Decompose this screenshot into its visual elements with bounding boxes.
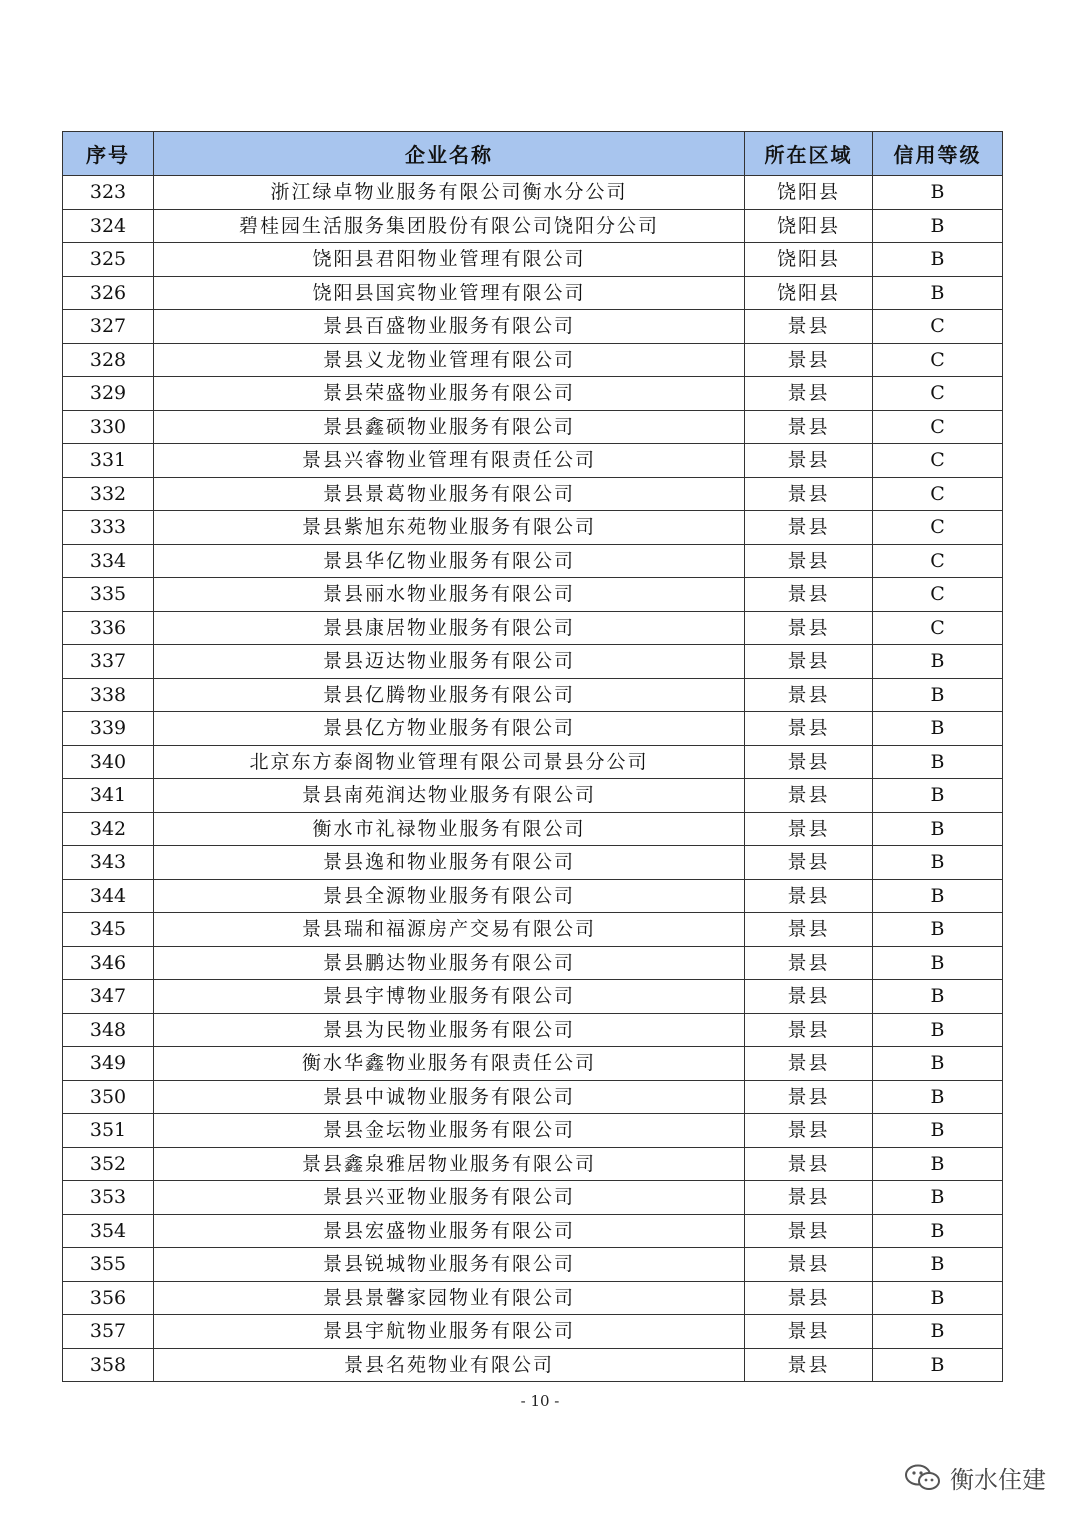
cell-credit-grade: B — [873, 645, 1003, 679]
cell-credit-grade: C — [873, 377, 1003, 411]
cell-index: 334 — [63, 544, 154, 578]
cell-company-name: 景县亿腾物业服务有限公司 — [154, 678, 745, 712]
cell-credit-grade: B — [873, 779, 1003, 813]
cell-index: 351 — [63, 1114, 154, 1148]
cell-index: 326 — [63, 276, 154, 310]
cell-credit-grade: B — [873, 946, 1003, 980]
cell-index: 352 — [63, 1147, 154, 1181]
cell-company-name: 景县鑫硕物业服务有限公司 — [154, 410, 745, 444]
table-row — [63, 578, 1003, 612]
cell-credit-grade: B — [873, 980, 1003, 1014]
cell-company-name: 景县中诚物业服务有限公司 — [154, 1080, 745, 1114]
cell-region: 景县 — [745, 1214, 873, 1248]
cell-credit-grade: B — [873, 1013, 1003, 1047]
cell-company-name: 景县丽水物业服务有限公司 — [154, 578, 745, 612]
table-row — [63, 913, 1003, 947]
cell-index: 336 — [63, 611, 154, 645]
cell-index: 345 — [63, 913, 154, 947]
table-row — [63, 176, 1003, 210]
cell-region: 景县 — [745, 745, 873, 779]
table-row — [63, 645, 1003, 679]
cell-credit-grade: B — [873, 1348, 1003, 1382]
cell-company-name: 景县全源物业服务有限公司 — [154, 879, 745, 913]
cell-company-name: 景县迈达物业服务有限公司 — [154, 645, 745, 679]
cell-index: 349 — [63, 1047, 154, 1081]
cell-company-name: 景县兴睿物业管理有限责任公司 — [154, 444, 745, 478]
cell-index: 335 — [63, 578, 154, 612]
cell-company-name: 景县逸和物业服务有限公司 — [154, 846, 745, 880]
cell-credit-grade: C — [873, 511, 1003, 545]
cell-credit-grade: B — [873, 243, 1003, 277]
cell-region: 景县 — [745, 1181, 873, 1215]
cell-credit-grade: B — [873, 276, 1003, 310]
cell-region: 景县 — [745, 444, 873, 478]
cell-region: 景县 — [745, 946, 873, 980]
cell-region: 景县 — [745, 544, 873, 578]
cell-region: 景县 — [745, 1348, 873, 1382]
table-row — [63, 980, 1003, 1014]
cell-credit-grade: B — [873, 1181, 1003, 1215]
cell-index: 325 — [63, 243, 154, 277]
cell-region: 景县 — [745, 477, 873, 511]
cell-credit-grade: B — [873, 913, 1003, 947]
cell-credit-grade: C — [873, 578, 1003, 612]
cell-index: 342 — [63, 812, 154, 846]
cell-credit-grade: B — [873, 1214, 1003, 1248]
cell-index: 356 — [63, 1281, 154, 1315]
table-row — [63, 410, 1003, 444]
table-row — [63, 377, 1003, 411]
page-number: - 10 - — [520, 1392, 560, 1410]
cell-company-name: 景县康居物业服务有限公司 — [154, 611, 745, 645]
cell-company-name: 景县百盛物业服务有限公司 — [154, 310, 745, 344]
header-credit-grade: 信用等级 — [873, 132, 1003, 176]
table-row — [63, 243, 1003, 277]
cell-company-name: 饶阳县君阳物业管理有限公司 — [154, 243, 745, 277]
cell-credit-grade: C — [873, 343, 1003, 377]
watermark-text: 衡水住建 — [950, 1466, 1046, 1494]
table-body — [63, 176, 1003, 1382]
header-company-name: 企业名称 — [154, 132, 745, 176]
cell-region: 景县 — [745, 678, 873, 712]
cell-credit-grade: B — [873, 1281, 1003, 1315]
cell-index: 358 — [63, 1348, 154, 1382]
cell-index: 338 — [63, 678, 154, 712]
cell-index: 346 — [63, 946, 154, 980]
cell-index: 350 — [63, 1080, 154, 1114]
cell-company-name: 景县名苑物业有限公司 — [154, 1348, 745, 1382]
table-row — [63, 343, 1003, 377]
table-row — [63, 1013, 1003, 1047]
cell-region: 景县 — [745, 913, 873, 947]
cell-company-name: 碧桂园生活服务集团股份有限公司饶阳分公司 — [154, 209, 745, 243]
cell-region: 景县 — [745, 377, 873, 411]
cell-region: 景县 — [745, 1315, 873, 1349]
cell-credit-grade: B — [873, 176, 1003, 210]
cell-credit-grade: B — [873, 1147, 1003, 1181]
cell-index: 344 — [63, 879, 154, 913]
cell-index: 354 — [63, 1214, 154, 1248]
table-row — [63, 812, 1003, 846]
header-region: 所在区域 — [745, 132, 873, 176]
table-row — [63, 1315, 1003, 1349]
cell-index: 324 — [63, 209, 154, 243]
cell-index: 348 — [63, 1013, 154, 1047]
table-row — [63, 1348, 1003, 1382]
cell-region: 景县 — [745, 310, 873, 344]
table-row — [63, 1047, 1003, 1081]
cell-credit-grade: B — [873, 1315, 1003, 1349]
cell-credit-grade: B — [873, 678, 1003, 712]
table-row — [63, 946, 1003, 980]
cell-company-name: 景县兴亚物业服务有限公司 — [154, 1181, 745, 1215]
cell-index: 343 — [63, 846, 154, 880]
cell-region: 景县 — [745, 980, 873, 1014]
cell-company-name: 衡水市礼禄物业服务有限公司 — [154, 812, 745, 846]
cell-company-name: 景县锐城物业服务有限公司 — [154, 1248, 745, 1282]
cell-index: 347 — [63, 980, 154, 1014]
cell-company-name: 景县为民物业服务有限公司 — [154, 1013, 745, 1047]
cell-credit-grade: B — [873, 1047, 1003, 1081]
cell-region: 景县 — [745, 611, 873, 645]
cell-company-name: 饶阳县国宾物业管理有限公司 — [154, 276, 745, 310]
cell-company-name: 景县景馨家园物业有限公司 — [154, 1281, 745, 1315]
cell-region: 景县 — [745, 645, 873, 679]
cell-index: 329 — [63, 377, 154, 411]
cell-credit-grade: B — [873, 209, 1003, 243]
cell-company-name: 景县鹏达物业服务有限公司 — [154, 946, 745, 980]
table-row — [63, 1214, 1003, 1248]
table-row — [63, 477, 1003, 511]
cell-company-name: 景县宇航物业服务有限公司 — [154, 1315, 745, 1349]
cell-company-name: 北京东方泰阁物业管理有限公司景县分公司 — [154, 745, 745, 779]
cell-company-name: 浙江绿卓物业服务有限公司衡水分公司 — [154, 176, 745, 210]
cell-index: 323 — [63, 176, 154, 210]
cell-company-name: 景县义龙物业管理有限公司 — [154, 343, 745, 377]
cell-region: 饶阳县 — [745, 243, 873, 277]
table-row — [63, 276, 1003, 310]
cell-credit-grade: C — [873, 310, 1003, 344]
cell-region: 景县 — [745, 879, 873, 913]
cell-index: 331 — [63, 444, 154, 478]
watermark — [904, 1460, 1046, 1495]
cell-credit-grade: C — [873, 477, 1003, 511]
cell-credit-grade: B — [873, 1114, 1003, 1148]
table-row — [63, 745, 1003, 779]
cell-index: 332 — [63, 477, 154, 511]
table-row — [63, 846, 1003, 880]
cell-company-name: 景县荣盛物业服务有限公司 — [154, 377, 745, 411]
cell-company-name: 景县亿方物业服务有限公司 — [154, 712, 745, 746]
cell-company-name: 景县紫旭东苑物业服务有限公司 — [154, 511, 745, 545]
cell-company-name: 景县瑞和福源房产交易有限公司 — [154, 913, 745, 947]
cell-index: 340 — [63, 745, 154, 779]
table-header-row — [63, 132, 1003, 176]
cell-credit-grade: B — [873, 846, 1003, 880]
cell-company-name: 景县鑫泉雅居物业服务有限公司 — [154, 1147, 745, 1181]
cell-index: 330 — [63, 410, 154, 444]
cell-index: 353 — [63, 1181, 154, 1215]
table-row — [63, 712, 1003, 746]
cell-region: 景县 — [745, 812, 873, 846]
cell-index: 341 — [63, 779, 154, 813]
cell-index: 333 — [63, 511, 154, 545]
wechat-icon — [904, 1463, 942, 1493]
cell-region: 景县 — [745, 846, 873, 880]
cell-credit-grade: C — [873, 611, 1003, 645]
cell-region: 景县 — [745, 343, 873, 377]
cell-index: 357 — [63, 1315, 154, 1349]
cell-index: 327 — [63, 310, 154, 344]
cell-credit-grade: B — [873, 812, 1003, 846]
cell-region: 景县 — [745, 1281, 873, 1315]
table-row — [63, 779, 1003, 813]
table-row — [63, 209, 1003, 243]
table-row — [63, 1147, 1003, 1181]
table-row — [63, 544, 1003, 578]
cell-index: 355 — [63, 1248, 154, 1282]
cell-credit-grade: B — [873, 712, 1003, 746]
cell-index: 337 — [63, 645, 154, 679]
cell-region: 景县 — [745, 1248, 873, 1282]
cell-region: 饶阳县 — [745, 176, 873, 210]
cell-region: 景县 — [745, 1013, 873, 1047]
cell-region: 景县 — [745, 779, 873, 813]
cell-company-name: 景县宇博物业服务有限公司 — [154, 980, 745, 1014]
table-row — [63, 1114, 1003, 1148]
cell-credit-grade: B — [873, 879, 1003, 913]
cell-company-name: 景县华亿物业服务有限公司 — [154, 544, 745, 578]
cell-region: 景县 — [745, 1147, 873, 1181]
header-index: 序号 — [63, 132, 154, 176]
credit-rating-table — [62, 131, 1003, 1382]
table-row — [63, 444, 1003, 478]
cell-region: 景县 — [745, 1080, 873, 1114]
cell-company-name: 衡水华鑫物业服务有限责任公司 — [154, 1047, 745, 1081]
table-row — [63, 678, 1003, 712]
table-row — [63, 1080, 1003, 1114]
cell-credit-grade: C — [873, 544, 1003, 578]
cell-region: 景县 — [745, 1114, 873, 1148]
cell-region: 景县 — [745, 1047, 873, 1081]
cell-company-name: 景县南苑润达物业服务有限公司 — [154, 779, 745, 813]
table-row — [63, 1181, 1003, 1215]
cell-region: 饶阳县 — [745, 209, 873, 243]
cell-region: 饶阳县 — [745, 276, 873, 310]
cell-company-name: 景县景葛物业服务有限公司 — [154, 477, 745, 511]
cell-credit-grade: C — [873, 410, 1003, 444]
cell-credit-grade: B — [873, 745, 1003, 779]
table-row — [63, 879, 1003, 913]
cell-region: 景县 — [745, 578, 873, 612]
cell-index: 328 — [63, 343, 154, 377]
cell-region: 景县 — [745, 712, 873, 746]
cell-region: 景县 — [745, 511, 873, 545]
table-row — [63, 310, 1003, 344]
cell-credit-grade: B — [873, 1248, 1003, 1282]
cell-index: 339 — [63, 712, 154, 746]
cell-region: 景县 — [745, 410, 873, 444]
cell-company-name: 景县宏盛物业服务有限公司 — [154, 1214, 745, 1248]
cell-credit-grade: B — [873, 1080, 1003, 1114]
table-row — [63, 611, 1003, 645]
cell-company-name: 景县金坛物业服务有限公司 — [154, 1114, 745, 1148]
cell-credit-grade: C — [873, 444, 1003, 478]
table-row — [63, 511, 1003, 545]
table-row — [63, 1248, 1003, 1282]
table-row — [63, 1281, 1003, 1315]
